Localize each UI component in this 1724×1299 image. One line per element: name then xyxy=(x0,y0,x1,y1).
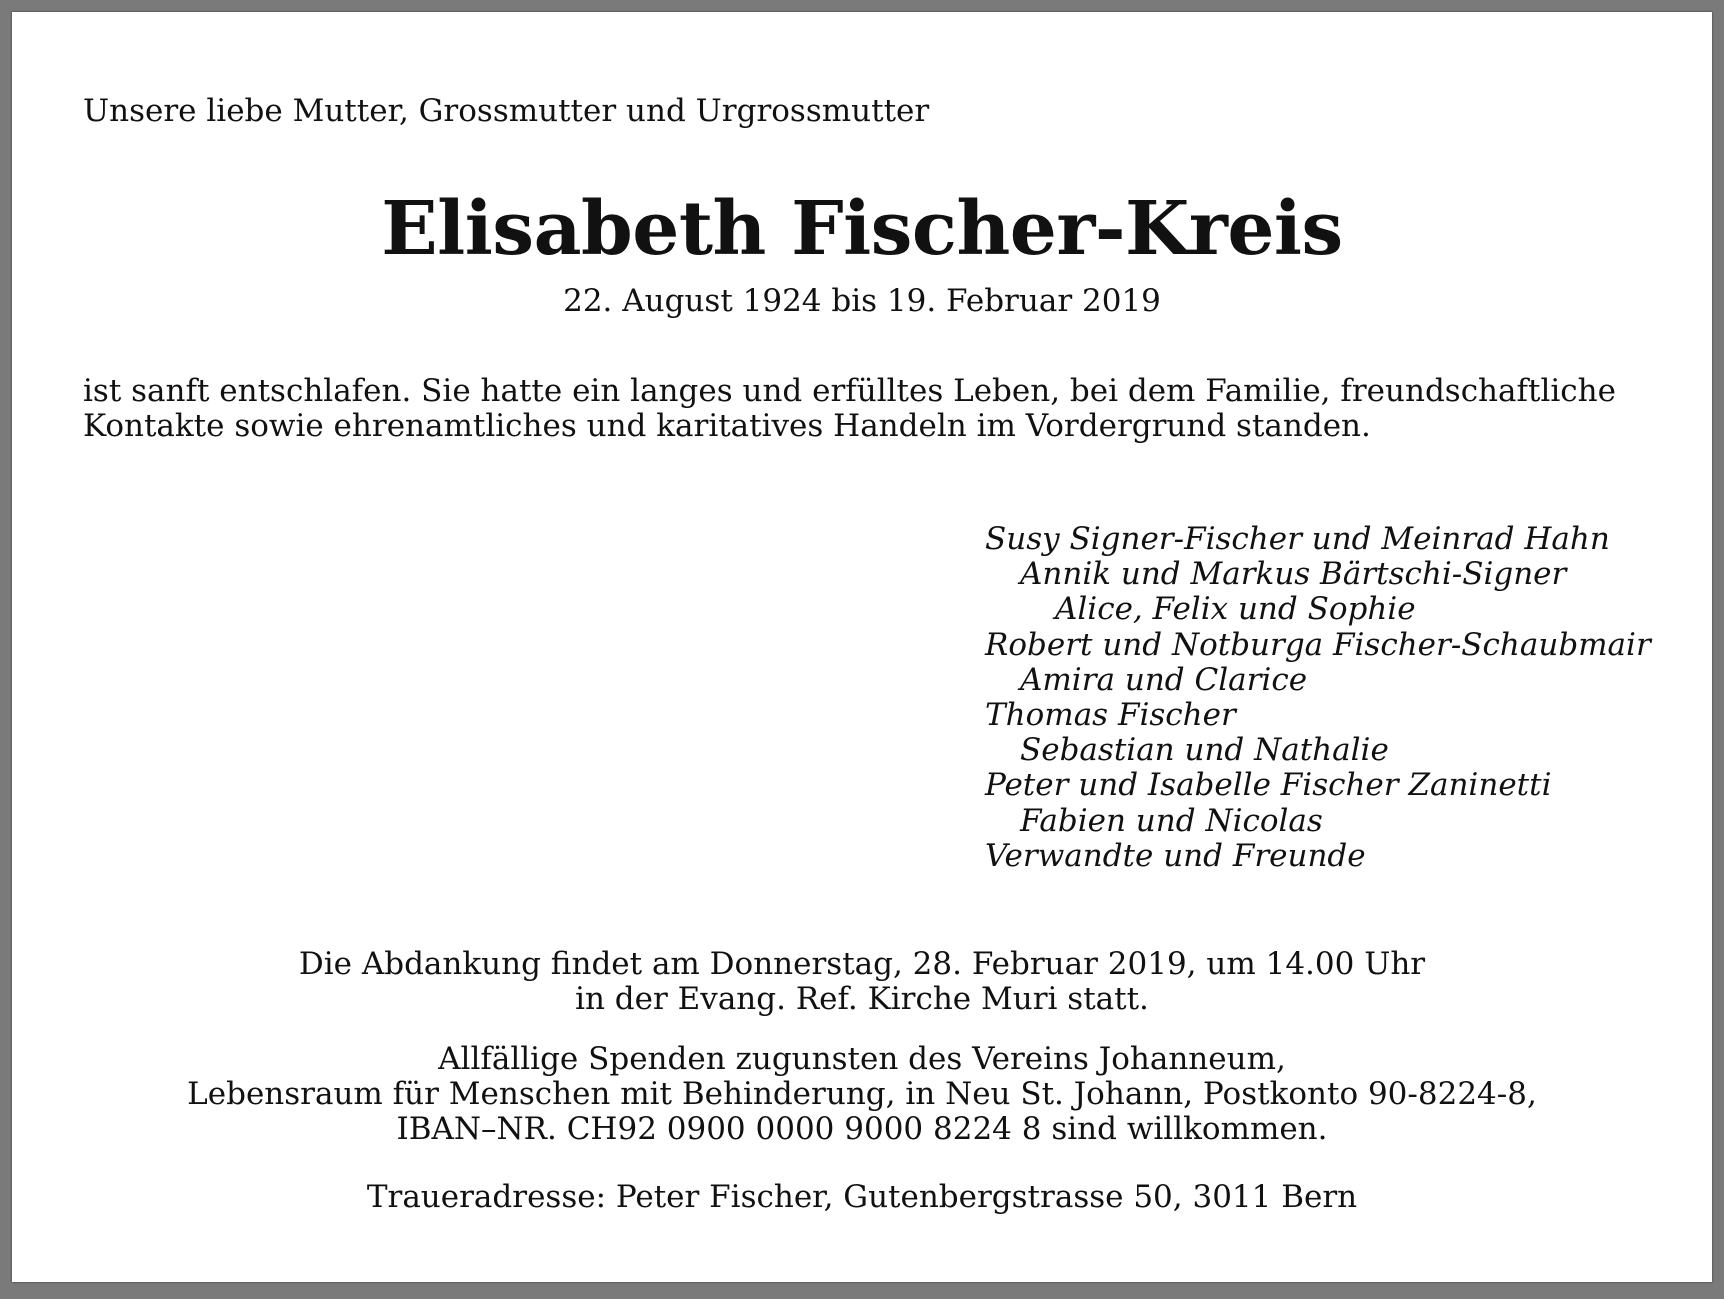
donation-line: Allfällige Spenden zugunsten des Vereins Johanneum, xyxy=(438,1041,1286,1077)
family-member: Fabien und Nicolas xyxy=(1020,802,1323,839)
family-member: Peter und Isabelle Fischer Zaninetti xyxy=(985,767,1552,804)
obituary-page xyxy=(12,12,1712,1282)
service-info xyxy=(12,947,1712,1017)
family-member: Susy Signer-Fischer und Meinrad Hahn xyxy=(985,521,1610,557)
family-list xyxy=(985,522,1651,874)
family-member: Verwandte und Freunde xyxy=(985,837,1366,874)
family-member: Amira und Clarice xyxy=(1020,661,1308,698)
deceased-name: Elisabeth Fischer-Kreis xyxy=(381,186,1343,272)
donation-line: Lebensraum für Menschen mit Behinderung, in Neu St. Johann, Postkonto 90-8224-8, xyxy=(187,1076,1537,1112)
mourning-address xyxy=(12,1180,1712,1215)
family-member: Annik und Markus Bärtschi-Signer xyxy=(1020,556,1567,593)
service-line: Die Abdankung findet am Donnerstag, 28. Februar 2019, um 14.00 Uhr xyxy=(298,946,1426,982)
family-member: Sebastian und Nathalie xyxy=(1020,732,1389,769)
donation-line: IBAN–NR. CH92 0900 0000 9000 8224 8 sind willkommen. xyxy=(396,1111,1328,1147)
family-member: Alice, Felix und Sophie xyxy=(1055,591,1416,628)
body-paragraph xyxy=(83,374,1683,444)
family-member: Thomas Fischer xyxy=(985,697,1236,734)
address-line: Traueradresse: Peter Fischer, Gutenbergstrasse 50, 3011 Bern xyxy=(366,1179,1358,1215)
donation-info xyxy=(12,1042,1712,1147)
family-member: Robert und Notburga Fischer-Schaubmair xyxy=(985,626,1651,663)
life-dates: 22. August 1924 bis 19. Februar 2019 xyxy=(563,283,1161,319)
service-line: in der Evang. Ref. Kirche Muri statt. xyxy=(575,981,1149,1017)
intro-line: Unsere liebe Mutter, Grossmutter und Urgrossmutter xyxy=(83,93,930,129)
body-line: ist sanft entschlafen. Sie hatte ein langes und erfülltes Leben, bei dem Familie, freundschaftliche xyxy=(83,373,1616,409)
body-line: Kontakte sowie ehrenamtliches und karitatives Handeln im Vordergrund standen. xyxy=(83,408,1371,444)
